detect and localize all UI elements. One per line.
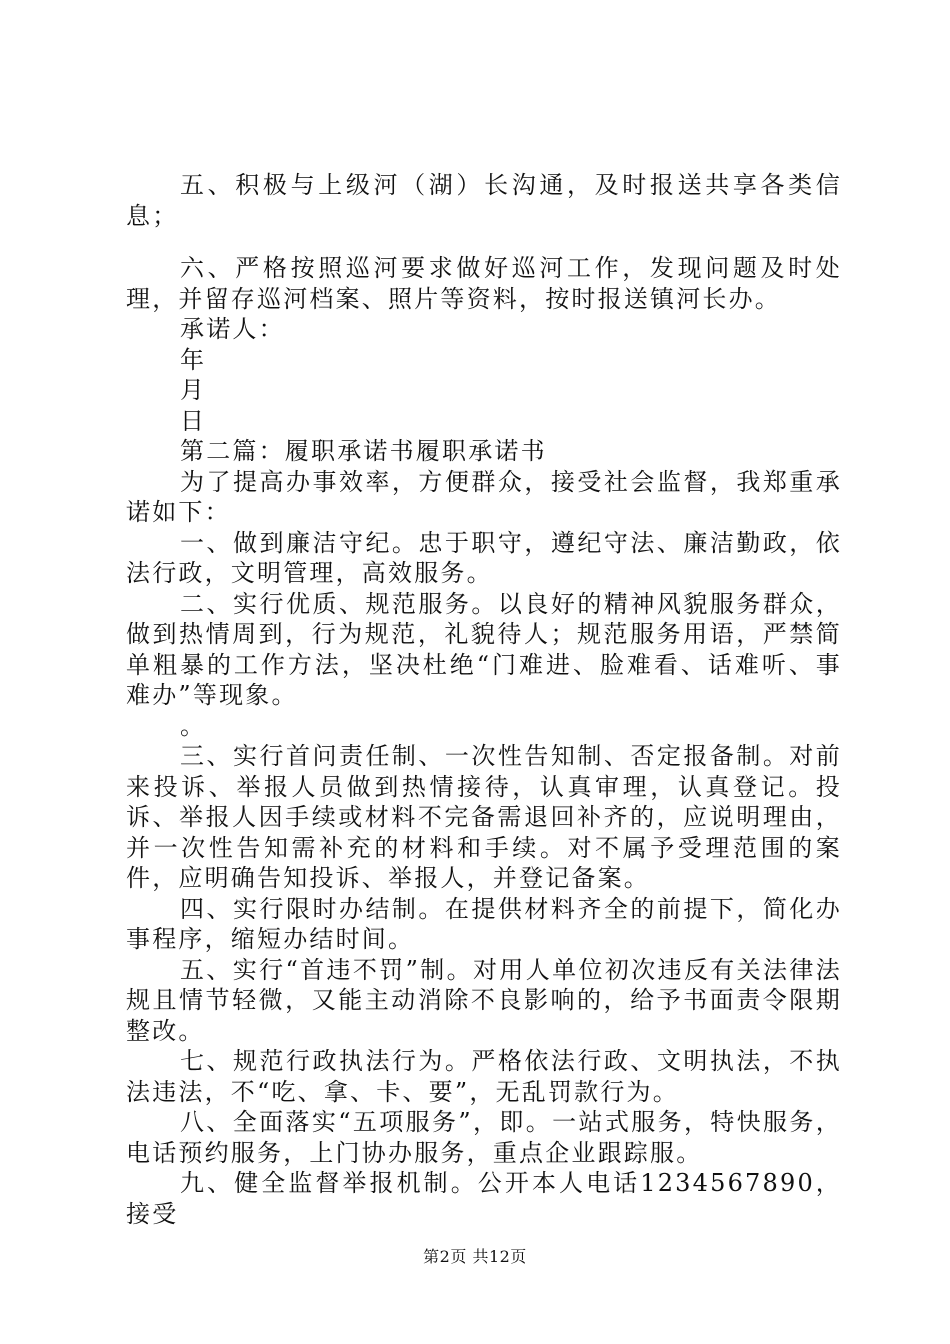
paragraph-item-5: 五、实行“首违不罚”制。对用人单位初次违反有关法律法规且情节轻微，又能主动消除不良影响的，给予书面责令限期整改。 bbox=[126, 955, 842, 1045]
paragraph-item-7: 七、规范行政执法行为。严格依法行政、文明执法，不执法违法，不“吃、拿、卡、要”，无乱罚款行为。 bbox=[126, 1047, 842, 1106]
page-number-footer: 第2页 共12页 bbox=[423, 1247, 527, 1266]
section-title: 第二篇：履职承诺书履职承诺书 bbox=[180, 437, 547, 465]
document-body bbox=[126, 170, 842, 1229]
stray-period: 。 bbox=[180, 711, 207, 740]
intro-paragraph: 为了提高办事效率，方便群众，接受社会监督，我郑重承诺如下： bbox=[126, 467, 842, 526]
date-year-label: 年 bbox=[180, 345, 207, 374]
paragraph-item-4: 四、实行限时办结制。在提供材料齐全的前提下，简化办事程序，缩短办结时间。 bbox=[126, 894, 842, 953]
paragraph-item-8: 八、全面落实“五项服务”，即。一站式服务，特快服务，电话预约服务，上门协办服务，重点企业跟踪服。 bbox=[126, 1108, 842, 1167]
promisor-label: 承诺人： bbox=[180, 315, 285, 343]
date-month-label: 月 bbox=[180, 376, 207, 404]
paragraph-item-9: 九、健全监督举报机制。公开本人电话1234567890，接受 bbox=[126, 1169, 842, 1228]
paragraph-item-1: 一、做到廉洁守纪。忠于职守，遵纪守法、廉洁勤政，依法行政，文明管理，高效服务。 bbox=[126, 528, 842, 587]
paragraph-item-6-patrol: 六、严格按照巡河要求做好巡河工作，发现问题及时处理，并留存巡河档案、照片等资料，按时报送镇河长办。 bbox=[126, 254, 842, 313]
paragraph-item-5-communicate: 五、积极与上级河（湖）长沟通，及时报送共享各类信息； bbox=[126, 171, 842, 230]
date-day-label: 日 bbox=[180, 406, 207, 435]
paragraph-item-3: 三、实行首问责任制、一次性告知制、否定报备制。对前来投诉、举报人员做到热情接待，认真审理，认真登记。投诉、举报人因手续或材料不完备需退回补齐的，应说明理由，并一次性告知需补充的材料和手续。对不属予受理范围的案件，应明确告知投诉、举报人，并登记备案。 bbox=[126, 742, 842, 892]
paragraph-item-2: 二、实行优质、规范服务。以良好的精神风貌服务群众，做到热情周到，行为规范，礼貌待人；规范服务用语，严禁简单粗暴的工作方法，坚决杜绝“门难进、脸难看、话难听、事难办”等现象。 bbox=[126, 589, 842, 709]
